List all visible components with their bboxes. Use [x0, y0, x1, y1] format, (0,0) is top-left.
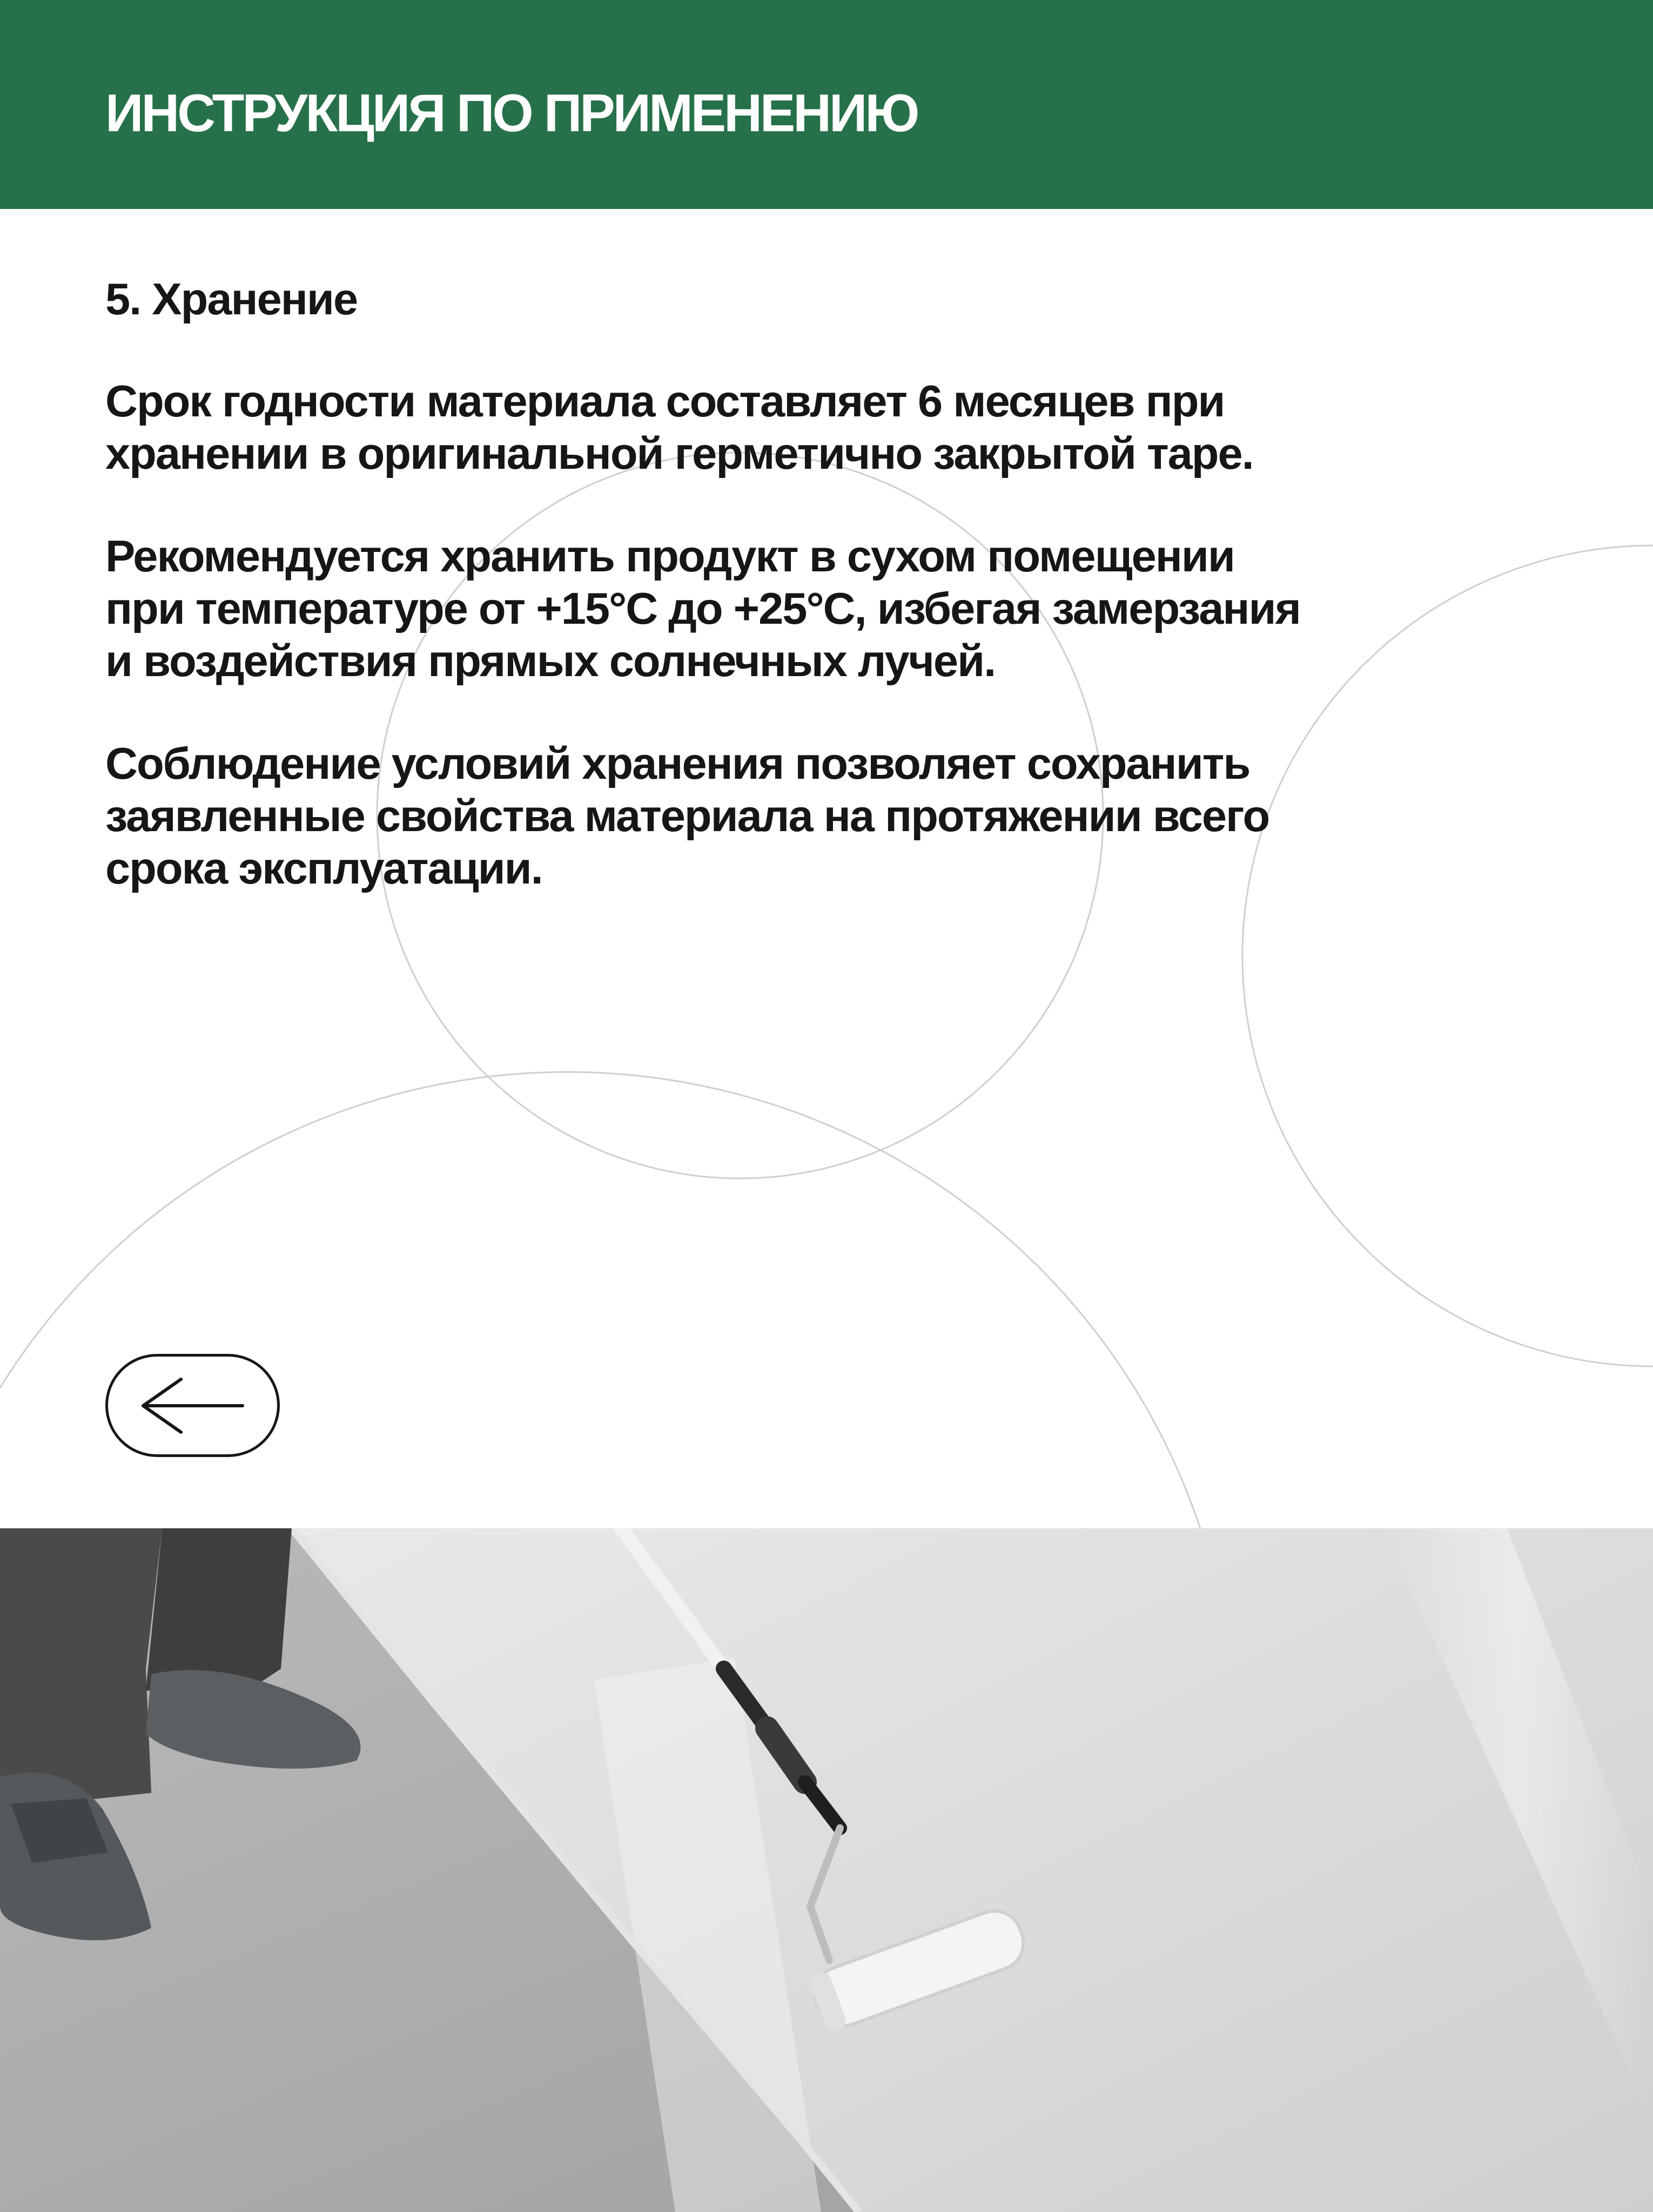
paragraph-compliance: Соблюдение условий хранения позволяет сохранить заявленные свойства материала на протяжении всего срока эксплуатации. [105, 738, 1269, 893]
decorative-circle-bottom [0, 1072, 1234, 1528]
paragraph-shelf-life: Срок годности материала составляет 6 месяцев при хранении в оригинальной герметично закрытой таре. [105, 376, 1253, 478]
instruction-content [105, 273, 1564, 945]
back-button[interactable] [105, 1354, 280, 1457]
arrow-left-icon [139, 1376, 247, 1435]
page-header [0, 0, 1653, 209]
paragraph-storage-conditions: Рекомендуется хранить продукт в сухом помещении при температуре от +15°C до +25°C, избегая замерзания и воздействия прямых солнечных лучей. [105, 531, 1300, 686]
page-title: ИНСТРУКЦИЯ ПО ПРИМЕНЕНИЮ [105, 83, 918, 143]
floor-painting-image [0, 1528, 1653, 2212]
section-title: 5. Хранение [105, 274, 358, 324]
floor-painting-photo [0, 1528, 1653, 2212]
